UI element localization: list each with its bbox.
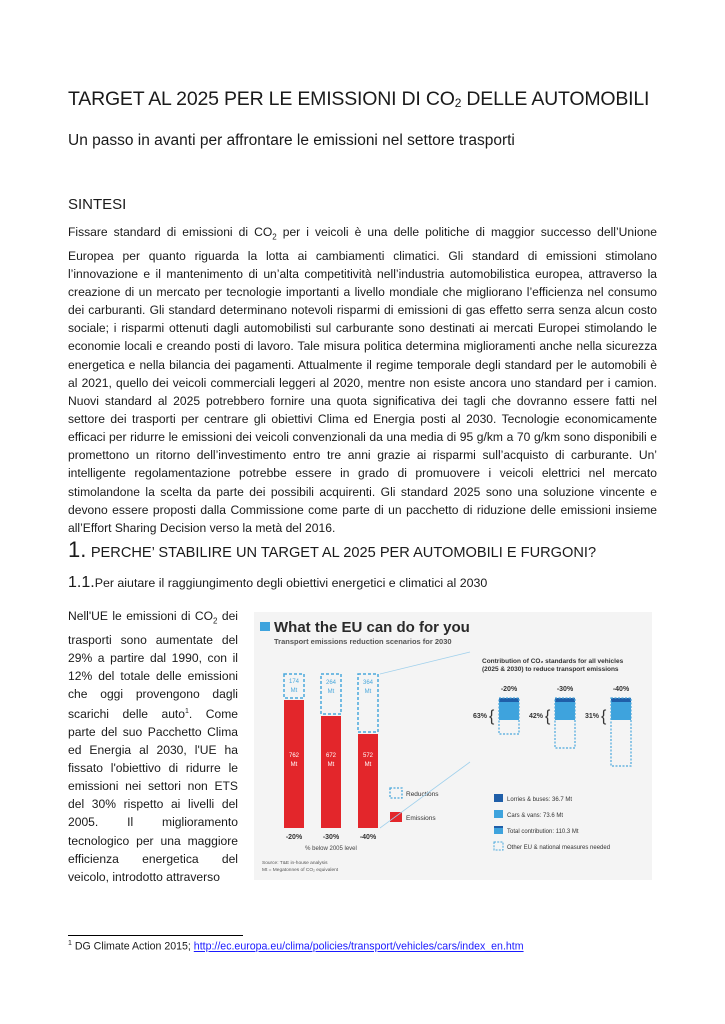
emission-value-2: 672 — [325, 753, 337, 759]
contribution-share-3: 31% — [585, 713, 600, 720]
contribution-title-line-2: (2025 & 2030) to reduce transport emissions — [482, 666, 619, 673]
x-axis-label: % below 2005 level — [305, 846, 357, 852]
emission-unit-3: Mt — [364, 762, 372, 768]
page-subtitle: Un passo in avanti per affrontare le emissioni nel settore trasporti — [68, 132, 515, 149]
body-paragraph: Nell'UE le emissioni di $CO_2$ dei trasporti sono aumentate del 29% a partire dal 1990, con il 12% del totale delle emissioni che oggi provengono dagli scarichi delle auto$^1$. Come parte del suo Pacchetto Clima ed Energia al 2030, l'UE ha fissato l'obiettivo di ridurre le emissioni nei settori non ETS del 30% rispetto ai livelli del 2005. Il miglioramento tecnologico per una maggiore efficienza energetica del veicolo, introdotto attraverso — [68, 609, 239, 884]
sintesi-paragraph: Fissare standard di emissioni di $CO_2$ per i veicoli è una delle politiche di maggior successo dell’Unione Europea per quanto riguarda la lotta ai cambiamenti climatici. Gli standard di emissioni stimolano l’innovazione e il mantenimento di un’alta competitività nell’industria automobilistica europea, attraverso la creazione di un mercato per tecnologie importanti a livello mondiale che migliorano l’efficienza nel consumo dei carburanti. Gli standard determinano notevoli risparmi di emissioni di gas effetto serra senza alcun costo sociale; i risparmi ottenuti dagli automobilisti sul carburante sono destinati ai mercati Europei stimolando le economie locali e creando posti di lavoro. Tale misura politica determina miglioramenti anche nella sicurezza energetica e nella bilancia dei pagamenti. Attualmente il regime temporale degli standard per le automobili è al 2021, quello dei veicoli commerciali leggeri al 2020, mentre non esiste ancora uno standard per i camion. Nuovi standard al 2025 potrebbero fornire una quota significativa dei tagli che dovranno essere fatti nel settore dei trasporti per centrare gli obiettivi Clima ed Energia posti al 2030. Tecnologie economicamente efficaci per ridurre le emissioni dei veicoli convenzionali da una media di 95 g/km a 70 g/km sono disponibili e promettono un ritorno dell’investimento entro tre anni grazie ai risparmi sull’acquisto di carburante. Un’ intelligente regolamentazione potrebbe essere in grado di promuovere i veicoli elettrici nel mercato stimolandone la scelta da parte dei possibili acquirenti. Gli standard 2025 sono una soluzione vincente e devono essere proposti dalla Commissione come parte di un pacchetto di riduzione delle emissioni insieme all’Effort Sharing Decision verso la metà del 2016. — [68, 225, 657, 535]
section-heading-sintesi: SINTESI — [68, 196, 127, 213]
brace-2-icon: { — [545, 708, 551, 725]
footnote: $^1$ DG Climate Action 2015; http://ec.europa.eu/clima/policies/transport/vehicles/cars/index_en.htm — [68, 940, 524, 953]
brace-1-icon: { — [489, 708, 495, 725]
scenario-label-1: -20% — [285, 834, 303, 841]
footnote-link[interactable]: http://ec.europa.eu/clima/policies/transport/vehicles/cars/index_en.htm — [193, 940, 524, 953]
key-total-swatch-top — [494, 826, 503, 828]
key-cars-swatch — [494, 810, 503, 818]
title-accent-icon — [260, 622, 270, 631]
lorries-segment-3 — [611, 698, 631, 702]
infographic-title: What the EU can do for you — [274, 619, 470, 636]
emission-value-3: 572 — [362, 753, 374, 759]
emission-bar-3 — [358, 734, 378, 828]
subsection-heading-1-1: 1.1.Per aiutare il raggiungimento degli obiettivi energetici e climatici al 2030 — [68, 574, 488, 591]
reduction-bar-1 — [284, 674, 304, 698]
connector-line-top — [380, 652, 470, 674]
key-lorries-label: Lorries & buses: 36.7 Mt — [507, 797, 573, 803]
cars-segment-1 — [499, 702, 519, 720]
contribution-scenario-1: -20% — [500, 686, 518, 693]
key-cars-label: Cars & vans: 73.6 Mt — [507, 813, 564, 819]
reduction-unit-3: Mt — [364, 689, 372, 695]
legend-emissions-label: Emissions — [406, 815, 436, 822]
lorries-segment-2 — [555, 698, 575, 702]
key-lorries-swatch — [494, 794, 503, 802]
scenario-label-2: -30% — [322, 834, 340, 841]
lorries-segment-1 — [499, 698, 519, 702]
brace-3-icon: { — [601, 708, 607, 725]
key-other-swatch — [494, 842, 503, 850]
emission-value-1: 762 — [288, 753, 300, 759]
scenario-label-3: -40% — [359, 834, 377, 841]
contribution-scenario-2: -30% — [556, 686, 574, 693]
reduction-unit-2: Mt — [327, 689, 335, 695]
emission-bar-2 — [321, 716, 341, 828]
emission-unit-2: Mt — [327, 762, 335, 768]
page-title: TARGET AL 2025 PER LE EMISSIONI DI $CO_2$ DELLE AUTOMOBILI — [68, 88, 650, 110]
key-other-label: Other EU & national measures needed — [507, 845, 611, 851]
section-heading-1: 1. PERCHE’ STABILIRE UN TARGET AL 2025 PER AUTOMOBILI E FURGONI? — [68, 537, 597, 562]
reduction-unit-1: Mt — [290, 688, 298, 694]
infographic-emissions-scenarios — [254, 612, 652, 880]
infographic-svg — [254, 612, 652, 880]
reduction-value-2: 264 — [325, 680, 337, 686]
contribution-title-line-1: Contribution of CO₂ standards for all vehicles — [482, 658, 624, 665]
cars-segment-2 — [555, 702, 575, 720]
emission-unit-1: Mt — [290, 762, 298, 768]
footnote-divider — [68, 935, 243, 936]
source-note: Source: T&E in-house analysis — [262, 861, 328, 866]
legend-reductions-label: Reductions — [406, 791, 439, 798]
unit-note: Mt = Megatonnes of CO₂ equivalent — [262, 868, 339, 873]
legend-reductions-swatch — [390, 788, 402, 798]
cars-segment-3 — [611, 702, 631, 720]
reduction-value-3: 364 — [362, 680, 374, 686]
contribution-scenario-3: -40% — [612, 686, 630, 693]
infographic-subtitle: Transport emissions reduction scenarios for 2030 — [274, 637, 452, 646]
reduction-value-1: 174 — [288, 679, 300, 685]
contribution-share-2: 42% — [529, 713, 544, 720]
contribution-share-1: 63% — [473, 713, 488, 720]
key-total-label: Total contribution: 110.3 Mt — [507, 829, 579, 835]
